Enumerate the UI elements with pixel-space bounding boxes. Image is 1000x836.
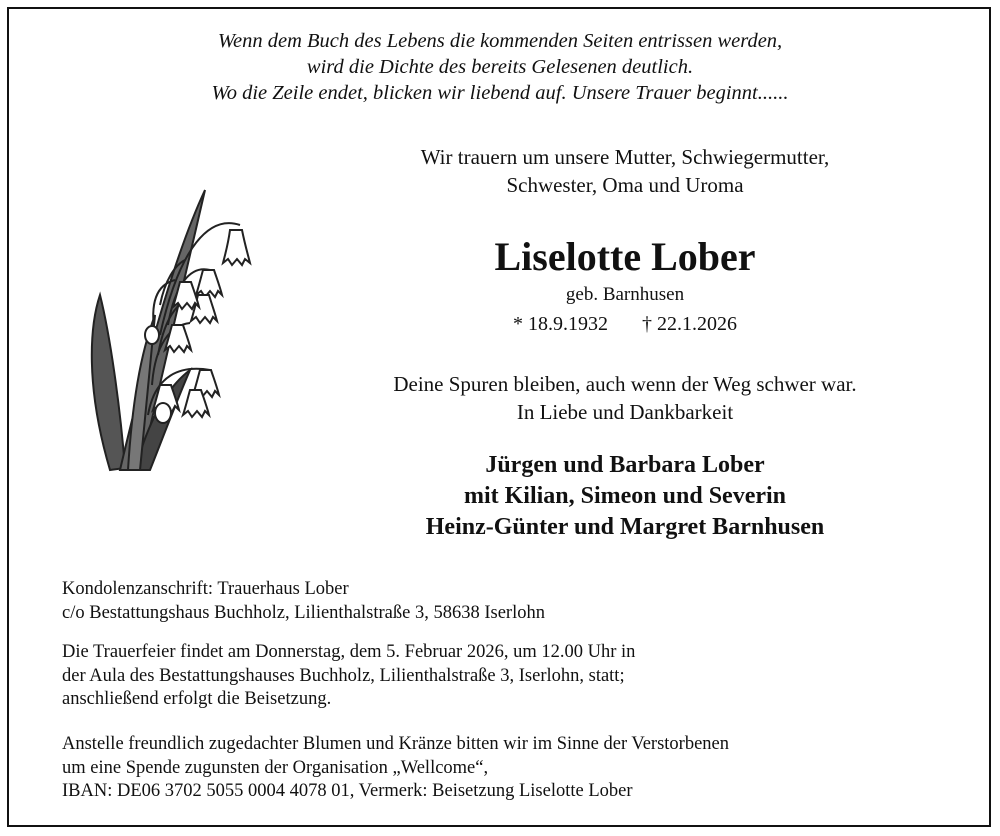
donation-line: Anstelle freundlich zugedachter Blumen und Kränze bitten wir im Sinne der Verstorbenen — [62, 734, 729, 754]
life-dates — [340, 311, 910, 337]
family-signatures — [340, 450, 910, 543]
death-date: † 22.1.2026 — [642, 313, 737, 335]
family-line: Heinz-Günter und Margret Barnhusen — [425, 514, 825, 540]
ceremony-info — [62, 641, 922, 712]
ceremony-line: Die Trauerfeier findet am Donnerstag, dem 5. Februar 2026, um 12.00 Uhr in — [62, 642, 636, 662]
donation-line: IBAN: DE06 3702 5055 0004 4078 01, Vermerk: Beisetzung Liselotte Lober — [62, 781, 633, 801]
condolence-address — [62, 578, 922, 625]
poem-line: Wenn dem Buch des Lebens die kommenden Seiten entrissen werden, — [217, 30, 783, 52]
lily-of-the-valley-icon — [80, 185, 260, 475]
poem-line: Wo die Zeile endet, blicken wir liebend auf. Unsere Trauer beginnt...... — [211, 82, 789, 104]
closing-text — [340, 370, 910, 426]
ceremony-line: anschließend erfolgt die Beisetzung. — [62, 689, 332, 709]
birth-date: * 18.9.1932 — [513, 313, 608, 335]
intro-line: Wir trauern um unsere Mutter, Schwiegermutter, — [420, 145, 830, 169]
family-line: Jürgen und Barbara Lober — [485, 452, 765, 478]
closing-line: In Liebe und Dankbarkeit — [516, 400, 734, 424]
donation-info — [62, 733, 922, 804]
condolence-line: Kondolenzanschrift: Trauerhaus Lober — [62, 579, 349, 599]
deceased-name: Liselotte Lober — [494, 234, 756, 279]
family-line: mit Kilian, Simeon und Severin — [463, 483, 787, 509]
poem-line: wird die Dichte des bereits Gelesenen deutlich. — [306, 56, 694, 78]
birth-name: geb. Barnhusen — [565, 284, 685, 305]
ceremony-line: der Aula des Bestattungshauses Buchholz, Lilienthalstraße 3, Iserlohn, statt; — [62, 665, 625, 686]
intro-line: Schwester, Oma und Uroma — [506, 173, 744, 197]
intro-text — [340, 143, 910, 199]
poem — [0, 28, 1000, 106]
condolence-line: c/o Bestattungshaus Buchholz, Lilienthalstraße 3, 58638 Iserlohn — [62, 602, 545, 623]
closing-line: Deine Spuren bleiben, auch wenn der Weg schwer war. — [393, 372, 857, 396]
donation-line: um eine Spende zugunsten der Organisation „Wellcome“, — [62, 757, 489, 778]
